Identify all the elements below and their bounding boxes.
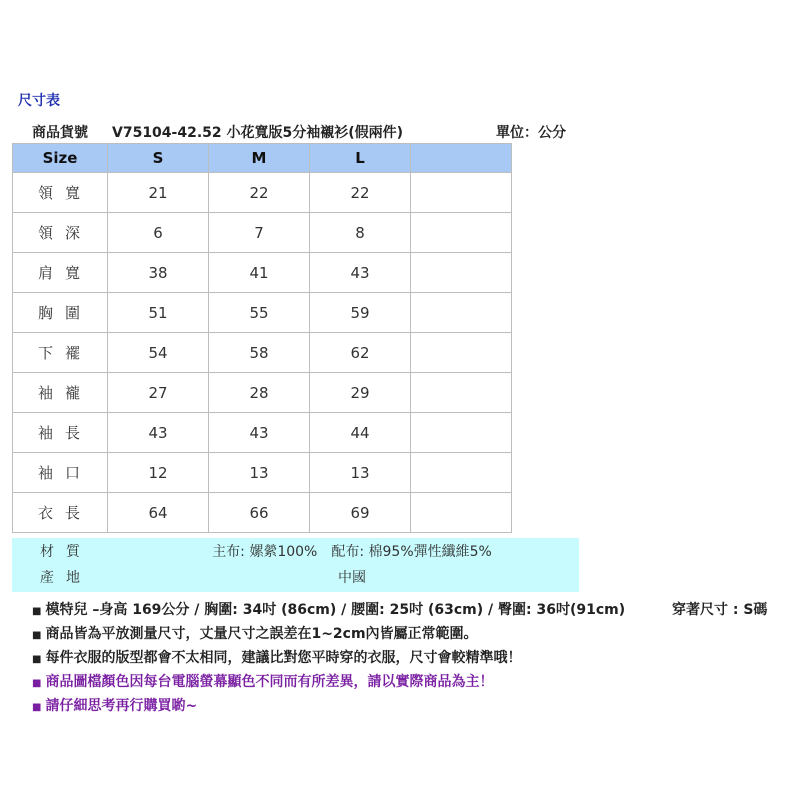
row-label: 下襬	[13, 333, 108, 373]
cell-l: 22	[310, 173, 411, 213]
header-m: M	[209, 144, 310, 173]
cell-m: 43	[209, 413, 310, 453]
bullet-icon: ■	[32, 606, 42, 617]
cell-s: 21	[108, 173, 209, 213]
cell-s: 38	[108, 253, 209, 293]
note-text: 商品圖檔顏色因每台電腦螢幕顯色不同而有所差異，請以實際商品為主！	[45, 674, 494, 690]
cell-m: 41	[209, 253, 310, 293]
cell-s: 54	[108, 333, 209, 373]
product-number-value: V75104-42.52 小花寬版5分袖襯衫(假兩件)	[112, 125, 404, 141]
cell-l: 59	[310, 293, 411, 333]
table-row	[13, 453, 512, 493]
cell-empty	[411, 453, 512, 493]
note-text: 每件衣服的版型都會不太相同，建議比對您平時穿的衣服，尺寸會較精準哦！	[45, 650, 522, 666]
cell-m: 28	[209, 373, 310, 413]
cell-l: 43	[310, 253, 411, 293]
row-label: 領深	[13, 213, 108, 253]
bullet-icon: ■	[32, 678, 42, 689]
origin-label: 產地	[40, 570, 92, 586]
note-text: 商品皆為平放測量尺寸，丈量尺寸之誤差在1~2cm內皆屬正常範圍。	[45, 626, 478, 642]
header-s: S	[108, 144, 209, 173]
header-empty	[411, 144, 512, 173]
cell-empty	[411, 253, 512, 293]
table-row	[13, 213, 512, 253]
table-row	[13, 413, 512, 453]
cell-l: 44	[310, 413, 411, 453]
cell-m: 22	[209, 173, 310, 213]
cell-m: 58	[209, 333, 310, 373]
header-l: L	[310, 144, 411, 173]
table-row	[13, 173, 512, 213]
note-measure	[32, 622, 625, 646]
product-header	[0, 122, 800, 140]
row-label: 袖襱	[13, 373, 108, 413]
cell-empty	[411, 493, 512, 533]
table-row	[13, 333, 512, 373]
row-label: 領寬	[13, 173, 108, 213]
cell-empty	[411, 293, 512, 333]
row-label: 肩寬	[13, 253, 108, 293]
origin-row	[12, 567, 579, 589]
note-text: 請仔細思考再行購買喲~	[45, 698, 198, 714]
bullet-icon: ■	[32, 654, 42, 665]
page-title: 尺寸表	[18, 93, 60, 109]
cell-s: 27	[108, 373, 209, 413]
fabric-row	[12, 541, 579, 563]
note-fit-advice	[32, 646, 625, 670]
size-table	[12, 143, 512, 533]
fabric-label: 材質	[40, 544, 92, 560]
bullet-icon: ■	[32, 630, 42, 641]
table-row	[13, 293, 512, 333]
row-label: 胸圍	[13, 293, 108, 333]
cell-m: 66	[209, 493, 310, 533]
note-model-info	[32, 598, 768, 622]
cell-l: 69	[310, 493, 411, 533]
cell-empty	[411, 173, 512, 213]
row-label: 袖長	[13, 413, 108, 453]
note-think	[32, 694, 625, 718]
unit-label: 單位：公分	[496, 125, 566, 141]
row-label: 袖口	[13, 453, 108, 493]
note-color-diff	[32, 670, 625, 694]
cell-l: 29	[310, 373, 411, 413]
cell-m: 13	[209, 453, 310, 493]
cell-l: 13	[310, 453, 411, 493]
cell-l: 8	[310, 213, 411, 253]
header-size: Size	[13, 144, 108, 173]
notes-list	[32, 598, 768, 718]
cell-empty	[411, 333, 512, 373]
product-number-label: 商品貨號	[32, 125, 88, 141]
fit-size: 穿著尺寸 : S碼	[672, 602, 768, 618]
cell-s: 64	[108, 493, 209, 533]
fabric-value: 主布: 嫘縈100% 配布: 棉95%彈性纖維5%	[212, 544, 492, 560]
cell-s: 6	[108, 213, 209, 253]
note-text: 模特兒 –身高 169公分 / 胸圍: 34吋 (86cm) / 腰圍: 25吋 (63cm) / 臀圍: 36吋(91cm)	[45, 602, 626, 618]
cell-s: 12	[108, 453, 209, 493]
origin-value: 中國	[338, 570, 366, 586]
cell-s: 51	[108, 293, 209, 333]
cell-empty	[411, 413, 512, 453]
material-box	[12, 538, 579, 592]
table-row	[13, 493, 512, 533]
cell-l: 62	[310, 333, 411, 373]
cell-empty	[411, 213, 512, 253]
cell-empty	[411, 373, 512, 413]
cell-s: 43	[108, 413, 209, 453]
table-row	[13, 373, 512, 413]
table-row	[13, 253, 512, 293]
bullet-icon: ■	[32, 702, 42, 713]
cell-m: 55	[209, 293, 310, 333]
size-table-header	[13, 144, 512, 173]
row-label: 衣長	[13, 493, 108, 533]
cell-m: 7	[209, 213, 310, 253]
